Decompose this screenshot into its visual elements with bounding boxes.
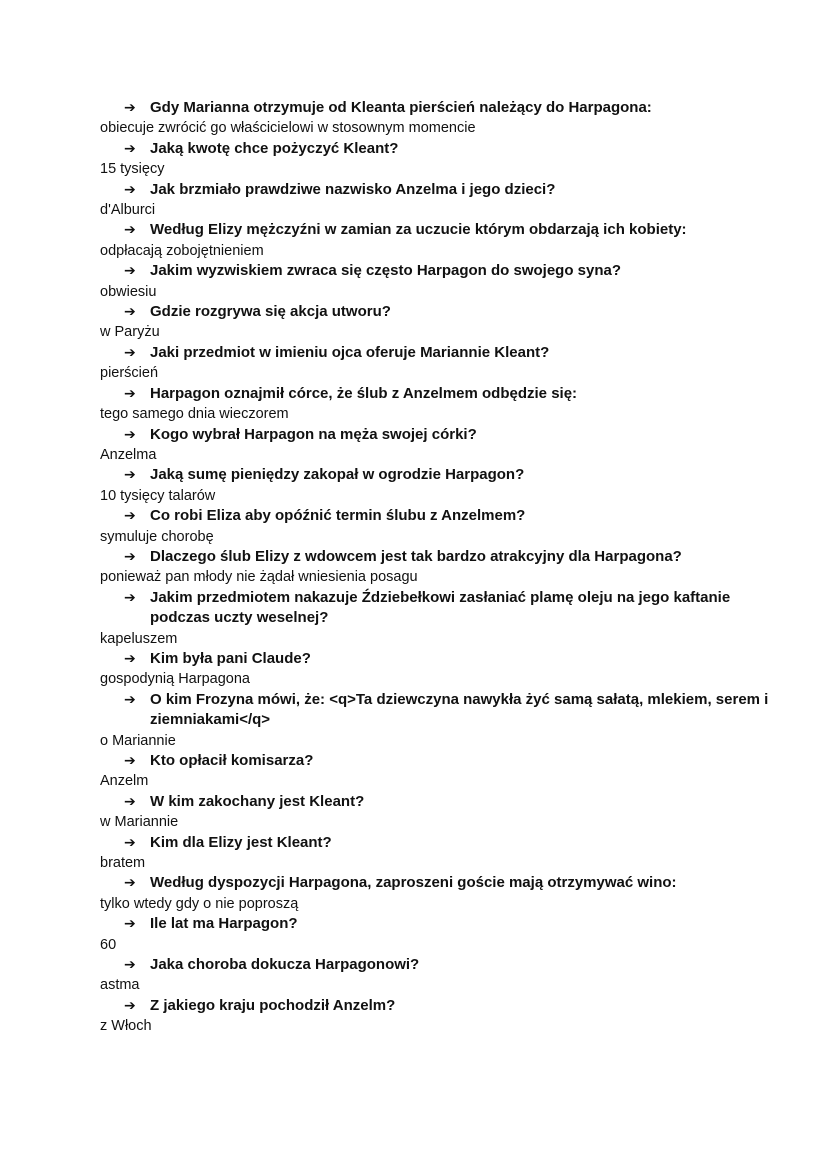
qa-item xyxy=(100,98,788,139)
question-text: Gdy Marianna otrzymuje od Kleanta pierścień należący do Harpagona: xyxy=(150,99,652,116)
qa-item xyxy=(100,261,788,302)
arrow-right-icon: ➔ xyxy=(124,916,136,933)
question-text: Co robi Eliza aby opóźnić termin ślubu z Anzelmem? xyxy=(150,507,526,525)
question xyxy=(100,588,788,629)
arrow-right-icon: ➔ xyxy=(124,140,136,157)
answer: 10 tysięcy talarów xyxy=(100,487,216,504)
qa-item xyxy=(100,302,788,343)
arrow-right-icon: ➔ xyxy=(124,508,136,525)
question-text: Z jakiego kraju pochodził Anzelm? xyxy=(150,996,396,1014)
question-text: Według Elizy mężczyźni w zamian za uczucie którym obdarzają ich kobiety: xyxy=(150,221,687,239)
qa-item xyxy=(100,955,788,996)
answer: w Paryżu xyxy=(100,324,160,341)
question-text: Według dyspozycji Harpagona, zaproszeni goście mają otrzymywać wino: xyxy=(150,874,677,892)
answer: 60 xyxy=(100,936,117,953)
question-text: Kim dla Elizy jest Kleant? xyxy=(150,833,332,851)
question-text: Dlaczego ślub Elizy z wdowcem jest tak bardzo atrakcyjny dla Harpagona? xyxy=(150,547,682,565)
question xyxy=(100,139,788,159)
question xyxy=(100,792,788,812)
question-text: Ile lat ma Harpagon? xyxy=(150,915,298,933)
qa-item xyxy=(100,384,788,425)
qa-item xyxy=(100,792,788,833)
question xyxy=(100,914,788,934)
qa-item xyxy=(100,180,788,221)
qa-item xyxy=(100,139,788,180)
answer: symuluje chorobę xyxy=(100,528,214,545)
question-text: Jaki przedmiot w imieniu ojca oferuje Mariannie Kleant? xyxy=(150,343,550,361)
arrow-right-icon: ➔ xyxy=(124,263,136,280)
answer: o Mariannie xyxy=(100,732,176,749)
qa-item xyxy=(100,465,788,506)
question-text: Jaką kwotę chce pożyczyć Kleant? xyxy=(150,139,399,157)
answer: kapeluszem xyxy=(100,630,178,647)
question-text: Gdzie rozgrywa się akcja utworu? xyxy=(150,303,391,321)
answer: Anzelm xyxy=(100,773,149,790)
question xyxy=(100,547,788,567)
answer: gospodynią Harpagona xyxy=(100,671,250,688)
answer: 15 tysięcy xyxy=(100,161,165,178)
arrow-right-icon: ➔ xyxy=(124,875,136,892)
answer: Anzelma xyxy=(100,446,157,463)
question xyxy=(100,343,788,363)
qa-item xyxy=(100,506,788,547)
question-text: Jakim przedmiotem nakazuje Ździebełkowi zasłaniać plamę oleju na jego kaftanie podczas uczty weselnej? xyxy=(150,588,731,627)
question-text: Jak brzmiało prawdziwe nazwisko Anzelma i jego dzieci? xyxy=(150,180,556,198)
question xyxy=(100,873,788,893)
qa-item xyxy=(100,547,788,588)
question-text: Jakim wyzwiskiem zwraca się często Harpagon do swojego syna? xyxy=(150,262,622,280)
arrow-right-icon: ➔ xyxy=(124,100,136,116)
question-text: Kim była pani Claude? xyxy=(150,649,311,667)
qa-item xyxy=(100,873,788,914)
arrow-right-icon: ➔ xyxy=(124,589,136,606)
arrow-right-icon: ➔ xyxy=(124,467,136,484)
answer: odpłacają zobojętnieniem xyxy=(100,242,264,259)
answer: z Włoch xyxy=(100,1018,152,1035)
question-text: Harpagon oznajmił córce, że ślub z Anzelmem odbędzie się: xyxy=(150,384,578,402)
question xyxy=(100,506,788,526)
arrow-right-icon: ➔ xyxy=(124,304,136,321)
question xyxy=(100,690,788,731)
answer: w Mariannie xyxy=(100,814,179,831)
arrow-right-icon: ➔ xyxy=(124,793,136,810)
question xyxy=(100,955,788,975)
arrow-right-icon: ➔ xyxy=(124,650,136,667)
qa-item xyxy=(100,914,788,955)
answer: tego samego dnia wieczorem xyxy=(100,406,289,423)
arrow-right-icon: ➔ xyxy=(124,426,136,443)
question xyxy=(100,833,788,853)
qa-item xyxy=(100,588,788,649)
qa-item xyxy=(100,220,788,261)
question xyxy=(100,996,788,1016)
arrow-right-icon: ➔ xyxy=(124,753,136,769)
question xyxy=(100,220,788,240)
question-text: Kogo wybrał Harpagon na męża swojej córki? xyxy=(150,425,477,443)
arrow-right-icon: ➔ xyxy=(124,344,136,361)
question-text: Jaką sumę pieniędzy zakopał w ogrodzie Harpagon? xyxy=(150,466,525,484)
answer: d'Alburci xyxy=(100,202,156,219)
arrow-right-icon: ➔ xyxy=(124,181,136,198)
qa-item xyxy=(100,996,788,1037)
answer: pierścień xyxy=(100,365,159,382)
arrow-right-icon: ➔ xyxy=(124,385,136,402)
question xyxy=(100,384,788,404)
answer: tylko wtedy gdy o nie poproszą xyxy=(100,895,299,912)
question xyxy=(100,261,788,281)
qa-item xyxy=(100,833,788,874)
question xyxy=(100,649,788,669)
question xyxy=(100,302,788,322)
arrow-right-icon: ➔ xyxy=(124,222,136,239)
qa-item xyxy=(100,425,788,466)
question xyxy=(100,751,788,771)
arrow-right-icon: ➔ xyxy=(124,691,136,708)
answer: ponieważ pan młody nie żądał wniesienia posagu xyxy=(100,569,418,586)
qa-item xyxy=(100,649,788,690)
question xyxy=(100,98,788,118)
arrow-right-icon: ➔ xyxy=(124,997,136,1014)
question xyxy=(100,465,788,485)
question-text: Kto opłacił komisarza? xyxy=(150,752,314,769)
arrow-right-icon: ➔ xyxy=(124,834,136,851)
qa-item xyxy=(100,690,788,751)
question xyxy=(100,425,788,445)
qa-item xyxy=(100,343,788,384)
question-text: O kim Frozyna mówi, że: <q>Ta dziewczyna nawykła żyć samą sałatą, mlekiem, serem i ziemniakami</q> xyxy=(150,690,769,729)
answer: obiecuje zwrócić go właścicielowi w stosownym momencie xyxy=(100,120,476,137)
arrow-right-icon: ➔ xyxy=(124,548,136,565)
question-text: Jaka choroba dokucza Harpagonowi? xyxy=(150,956,420,974)
question xyxy=(100,180,788,200)
answer: astma xyxy=(100,977,140,994)
qa-item xyxy=(100,751,788,792)
answer: obwiesiu xyxy=(100,283,157,300)
arrow-right-icon: ➔ xyxy=(124,957,136,974)
answer: bratem xyxy=(100,855,146,872)
question-text: W kim zakochany jest Kleant? xyxy=(150,792,365,810)
